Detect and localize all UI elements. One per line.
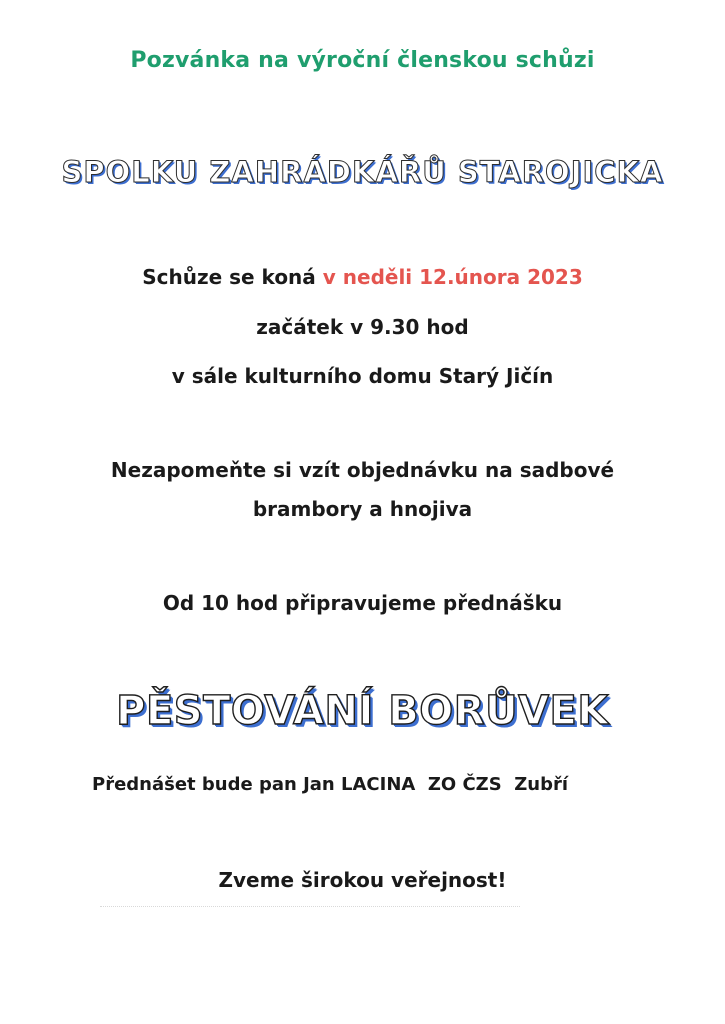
faint-divider	[100, 906, 520, 907]
organization-title: SPOLKU ZAHRÁDKÁŘŮ STAROJICKA	[61, 155, 664, 189]
reminder-line-1: Nezapomeňte si vzít objednávku na sadbové	[110, 458, 615, 482]
reminder-line-2: brambory a hnojiva	[252, 497, 473, 521]
meeting-date: v neděli 12.února 2023	[322, 265, 583, 289]
meeting-venue: v sále kulturního domu Starý Jičín	[171, 364, 554, 388]
invitation-heading: Pozvánka na výroční členskou schůzi	[130, 48, 595, 73]
lecture-title: PĚSTOVÁNÍ BORŮVEK	[116, 688, 609, 734]
closing-invitation: Zveme širokou veřejnost!	[218, 868, 507, 892]
meeting-start-time: začátek v 9.30 hod	[256, 315, 469, 339]
meeting-intro: Schůze se koná	[142, 265, 323, 289]
lecture-speaker: Přednášet bude pan Jan LACINA ZO ČZS Zubří	[92, 774, 569, 795]
meeting-date-line	[0, 265, 725, 289]
lecture-intro: Od 10 hod připravujeme přednášku	[162, 591, 563, 615]
